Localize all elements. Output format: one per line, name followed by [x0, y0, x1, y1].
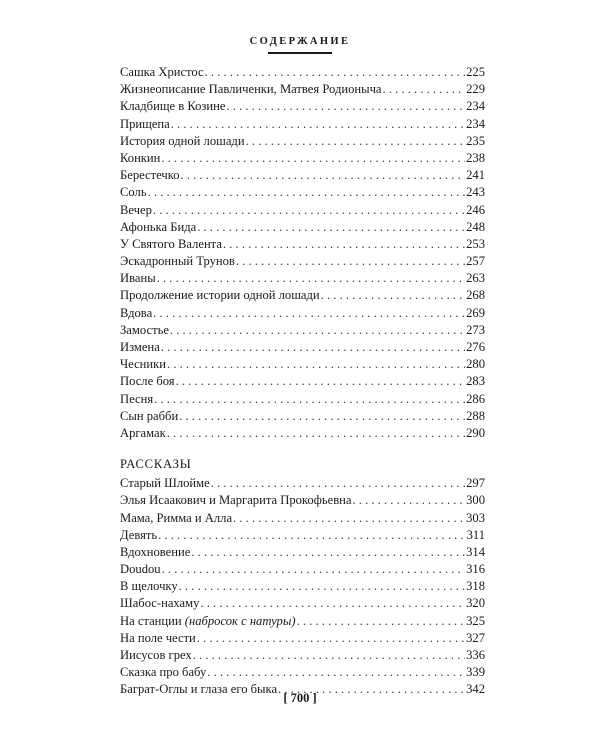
toc-entry-title-text: В щелочку: [120, 579, 178, 594]
toc-entry-page: 273: [466, 322, 485, 337]
toc-entry-page: 288: [466, 408, 485, 423]
toc-entry-title: [120, 613, 296, 630]
dot-leader: [153, 202, 465, 219]
page-number: [ 700 ]: [283, 691, 317, 705]
toc-entry-title: [120, 81, 382, 98]
toc-entry-title: [120, 630, 196, 647]
toc-entry-title: [120, 391, 153, 408]
toc-entry-page: 248: [466, 219, 485, 234]
toc-entry-title: [120, 527, 157, 544]
toc-entry-title-text: Чесники: [120, 357, 167, 372]
toc-entry: [120, 544, 485, 561]
toc-group-stories: [120, 64, 485, 442]
dot-leader: [223, 236, 465, 253]
toc-entry-title: [120, 544, 190, 561]
toc-entry: [120, 339, 485, 356]
toc-entry-title-text: Кладбище в Козине: [120, 99, 226, 114]
toc-entry-title-text: На станции: [120, 613, 182, 628]
toc-entry-title-text: У Святого Валента: [120, 236, 222, 251]
toc-entry-title-text: История одной лошади: [120, 133, 245, 148]
toc-entry-title-text: Вечер: [120, 202, 152, 217]
dot-leader: [171, 116, 465, 133]
toc-entry: [120, 510, 485, 527]
dot-leader: [246, 133, 466, 150]
toc-entry-title-text: На поле чести: [120, 630, 196, 645]
toc-entry-title: [120, 150, 160, 167]
dot-leader: [176, 373, 466, 390]
toc-group-rasskazy: [120, 475, 485, 698]
toc-entry-title-text: Баграт-Оглы и глаза его быка: [120, 682, 278, 697]
toc-entry-title-text: Иисусов грех: [120, 648, 192, 662]
toc-entry-page: 225: [466, 65, 485, 79]
toc-entry-page: 336: [466, 648, 485, 662]
dot-leader: [211, 475, 465, 492]
toc-entry-title-text: Мама, Римма и Алла: [120, 510, 233, 525]
dot-leader: [197, 630, 465, 647]
toc-entry-page: 263: [466, 271, 485, 286]
toc-entry-title: [120, 578, 178, 595]
dot-leader: [233, 510, 465, 527]
toc-entry-page: 257: [466, 254, 485, 269]
dot-leader: [157, 270, 465, 287]
toc-entry-title-text: Сашка Христос: [120, 65, 204, 79]
toc-entry-title-text: Старый Шлойме: [120, 476, 210, 491]
dot-leader: [205, 64, 465, 81]
toc-entry: [120, 184, 485, 201]
dot-leader: [383, 81, 466, 98]
toc-entry: [120, 253, 485, 270]
section-heading-rasskazy: РАССКАЗЫ: [120, 457, 192, 472]
toc-entry-title-text: Замостье: [120, 322, 169, 337]
toc-entry-page: 268: [466, 288, 485, 303]
toc-entry: [120, 630, 485, 647]
toc-entry-page: 253: [466, 236, 485, 251]
toc-entry-title: [120, 425, 166, 442]
toc-entry-page: 234: [466, 99, 485, 114]
toc-entry-title: [120, 287, 320, 304]
header-rule: [268, 52, 332, 54]
toc-entry-page: 342: [466, 682, 485, 697]
toc-entry-page: 229: [466, 82, 485, 97]
dot-leader: [153, 305, 465, 322]
dot-leader: [200, 595, 465, 612]
dot-leader: [297, 613, 466, 630]
toc-entry-title-text: Продолжение истории одной лошади: [120, 288, 320, 303]
toc-entry-page: 311: [466, 527, 485, 542]
toc-entry: [120, 527, 485, 544]
toc-entry: [120, 219, 485, 236]
toc-entry-title-text: Doudou: [120, 562, 161, 577]
toc-entry: [120, 98, 485, 115]
toc-entry-title-text: Берестечко: [120, 168, 180, 183]
toc-entry-page: 286: [466, 391, 485, 406]
toc-entry-title-text: Жизнеописание Павличенки, Матвея Родионыча: [120, 82, 382, 97]
toc-entry: [120, 425, 485, 442]
toc-entry-title-text: Прищепа: [120, 116, 170, 131]
toc-entry-title: [120, 305, 152, 322]
toc-entry-title: [120, 561, 161, 578]
dot-leader: [148, 184, 466, 201]
dot-leader: [158, 527, 465, 544]
toc-entry-title-text: Песня: [120, 391, 154, 406]
toc-entry-title: [120, 64, 204, 81]
toc-entry-page: 325: [466, 613, 485, 628]
toc-entry-page: 300: [466, 493, 485, 508]
toc-entry-page: 283: [466, 374, 485, 389]
toc-entry-title: [120, 133, 245, 150]
toc-entry-title: [120, 510, 232, 527]
toc-entry-title: [120, 492, 351, 509]
toc-entry: [120, 613, 485, 630]
dot-leader: [197, 219, 465, 236]
dot-leader: [321, 287, 465, 304]
table-of-contents: [120, 64, 485, 699]
toc-entry: [120, 133, 485, 150]
toc-entry-title-text: Вдова: [120, 305, 153, 320]
dot-leader: [181, 167, 466, 184]
toc-entry: [120, 595, 485, 612]
toc-entry-page: 238: [466, 150, 485, 165]
toc-entry-page: 303: [466, 510, 485, 525]
toc-entry: [120, 150, 485, 167]
toc-entry: [120, 167, 485, 184]
toc-entry-title: [120, 664, 206, 681]
dot-leader: [154, 391, 465, 408]
toc-entry-title-text: Девять: [120, 527, 158, 542]
toc-entry-title: [120, 98, 225, 115]
toc-entry: [120, 322, 485, 339]
toc-entry: [120, 202, 485, 219]
toc-entry-title-text: Соль: [120, 185, 147, 200]
toc-entry-page: 243: [466, 185, 485, 200]
toc-entry-page: 280: [466, 357, 485, 372]
toc-entry-title-text: Эскадронный Трунов: [120, 254, 235, 269]
toc-entry-title-text: Конкин: [120, 150, 161, 165]
toc-entry: [120, 647, 485, 664]
toc-entry-title: [120, 373, 175, 390]
toc-entry-page: 320: [466, 596, 485, 611]
toc-entry-title-text: Измена: [120, 340, 160, 354]
toc-entry-title-text: Аргамак: [120, 425, 166, 440]
toc-entry-title: [120, 167, 180, 184]
toc-entry: [120, 116, 485, 133]
toc-entry: [120, 492, 485, 509]
dot-leader: [191, 544, 465, 561]
toc-entry-page: 339: [466, 665, 485, 680]
dot-leader: [352, 492, 465, 509]
toc-entry-title: [120, 475, 210, 492]
toc-entry-title: [120, 253, 235, 270]
toc-entry-page: 316: [466, 562, 485, 577]
toc-entry-title: [120, 116, 170, 133]
dot-leader: [226, 98, 465, 115]
toc-entry-title-text: Иваны: [120, 271, 156, 286]
toc-entry: [120, 287, 485, 304]
dot-leader: [162, 561, 466, 578]
toc-entry-title: [120, 219, 196, 236]
dot-leader: [161, 339, 465, 356]
toc-entry-title-text: Шабос-нахаму: [120, 596, 200, 611]
toc-entry: [120, 270, 485, 287]
dot-leader: [167, 356, 465, 373]
toc-entry-note: (набросок с натуры): [184, 613, 296, 628]
dot-leader: [167, 425, 465, 442]
toc-entry-title-text: Сказка про бабу: [120, 665, 207, 680]
toc-entry-title-text: Сын рабби: [120, 408, 179, 423]
dot-leader: [179, 578, 465, 595]
toc-entry-title-text: После боя: [120, 374, 175, 389]
toc-entry-title: [120, 184, 147, 201]
toc-entry-title: [120, 322, 169, 339]
dot-leader: [193, 647, 465, 664]
toc-entry-page: 269: [466, 305, 485, 320]
toc-entry-title-text: Элья Исаакович и Маргарита Прокофьевна: [120, 493, 352, 508]
toc-entry-title: [120, 339, 160, 356]
toc-entry-title-text: Вдохновение: [120, 544, 191, 559]
toc-entry-title: [120, 595, 199, 612]
toc-entry: [120, 64, 485, 81]
toc-entry-page: 235: [466, 133, 485, 148]
dot-leader: [161, 150, 465, 167]
toc-entry: [120, 664, 485, 681]
toc-entry: [120, 578, 485, 595]
toc-entry-page: 246: [466, 202, 485, 217]
toc-entry-page: 314: [466, 544, 485, 559]
toc-entry-page: 290: [466, 425, 485, 440]
toc-entry-title: [120, 202, 152, 219]
toc-entry-title-text: Афонька Бида: [120, 219, 197, 234]
toc-entry-page: 318: [466, 579, 485, 594]
toc-entry-title: [120, 408, 178, 425]
toc-entry: [120, 236, 485, 253]
dot-leader: [170, 322, 465, 339]
toc-entry-page: 234: [466, 116, 485, 131]
toc-entry-title: [120, 270, 156, 287]
toc-entry: [120, 391, 485, 408]
toc-entry-title: [120, 647, 192, 664]
dot-leader: [207, 664, 465, 681]
toc-entry: [120, 373, 485, 390]
toc-entry-page: 327: [466, 630, 485, 645]
toc-entry-page: 241: [466, 168, 485, 183]
toc-entry-title: [120, 356, 166, 373]
running-header: СОДЕРЖАНИЕ: [249, 36, 351, 47]
toc-entry-page: 297: [466, 476, 485, 491]
toc-entry-page: 276: [466, 340, 485, 354]
toc-entry: [120, 561, 485, 578]
toc-entry-title: [120, 236, 222, 253]
toc-entry: [120, 408, 485, 425]
dot-leader: [236, 253, 465, 270]
dot-leader: [179, 408, 465, 425]
toc-entry: [120, 356, 485, 373]
toc-entry: [120, 475, 485, 492]
toc-entry: [120, 305, 485, 322]
toc-entry: [120, 81, 485, 98]
